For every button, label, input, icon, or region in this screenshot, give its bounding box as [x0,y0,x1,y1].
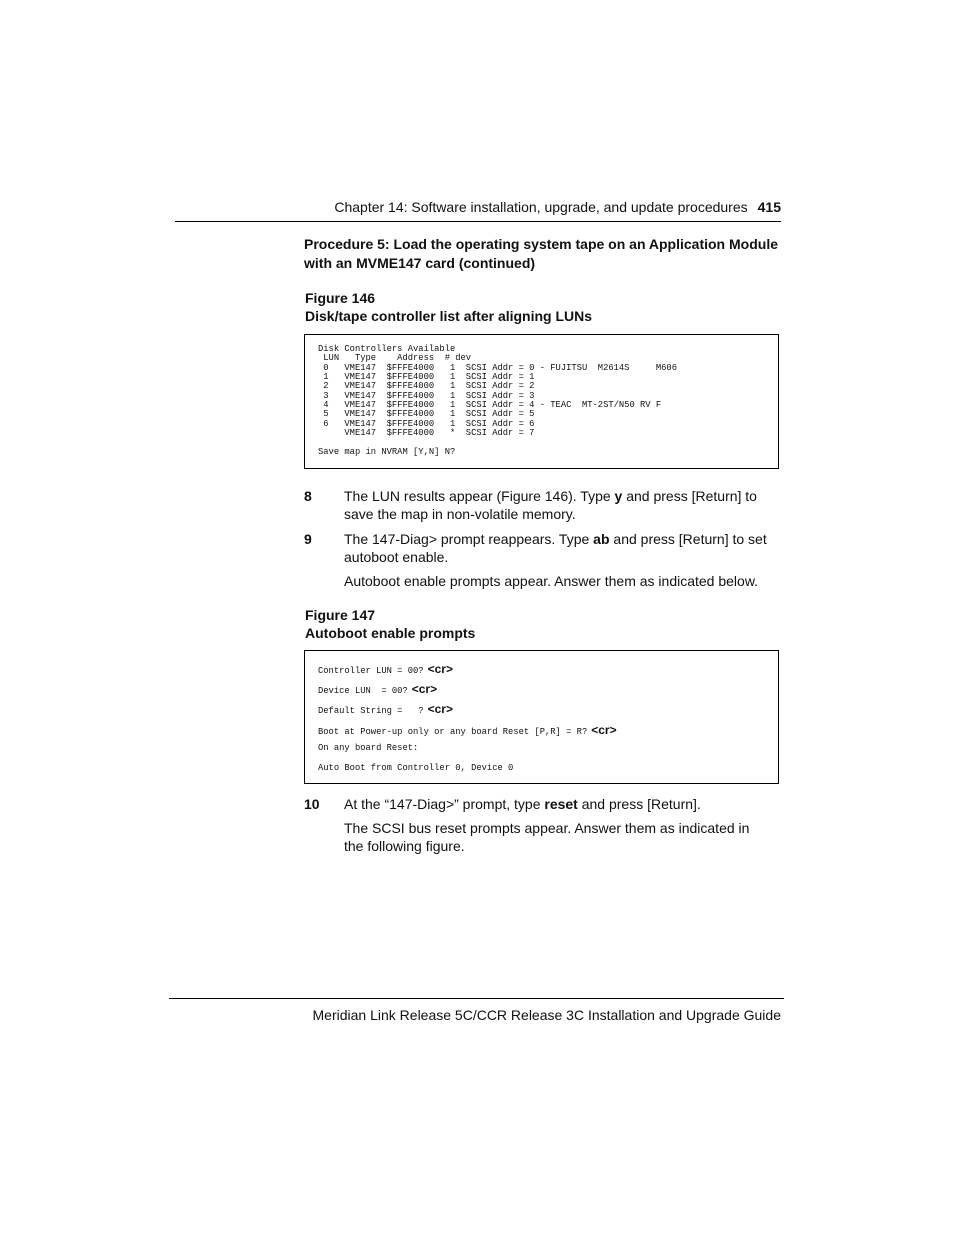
step-9-number: 9 [304,531,312,547]
step-10-followup: The SCSI bus reset prompts appear. Answer them as indicated in the following figure. [344,820,750,854]
step-9-text-b: and press [Return] to set autoboot enable. [344,531,767,565]
prompt-default-string-text: Default String = ? [318,706,424,716]
step-8-text-a: The LUN results appear (Figure 146). Type [344,488,615,504]
figure-146-caption [305,289,592,325]
figure-147-caption [305,606,475,642]
prompt-boot-power-up [318,723,617,737]
step-10-text-a: At the “147-Diag>” prompt, type [344,796,545,812]
header-rule [175,221,781,222]
controller-list-code: Disk Controllers Available LUN Type Address # dev 0 VME147 $FFFE4000 1 SCSI Addr = 0 - FUJITSU M2614S M606 1 VME147 $FFFE4000 1 SCSI Addr = 1 2 VME147 $FFFE4000 1 SCSI Addr = 2 3 VME147 $FFFE4000 1 SCSI Addr = 3 4 VME147 $FFFE4000 1 SCSI Addr = 4 - TEAC MT-2ST/N50 RV F 5 VME147 $FFFE4000 1 SCSI Addr = 5 6 VME147 $FFFE4000 1 SCSI Addr = 6 VME147 $FFFE4000 * SCSI Addr = 7 Save map in NVRAM [Y,N] N? [318,344,677,457]
step-10-text-b: and press [Return]. [577,796,701,812]
figure-147-number: Figure 147 [305,607,376,623]
step-9-keyword: ab [593,531,610,547]
footer-rule [169,998,784,999]
chapter-title: Chapter 14: Software installation, upgrade, and update procedures [334,199,748,215]
cr-key-1: <cr> [427,662,453,676]
step-9-followup: Autoboot enable prompts appear. Answer them as indicated below. [344,573,759,589]
step-8 [304,487,784,523]
step-9-text-a: The 147-Diag> prompt reappears. Type [344,531,594,547]
cr-key-3: <cr> [427,702,453,716]
running-header [0,199,781,215]
prompt-on-board-reset: On any board Reset: [318,743,419,753]
prompt-auto-boot: Auto Boot from Controller 0, Device 0 [318,763,514,773]
figure-146-number: Figure 146 [305,290,376,306]
step-8-text [344,487,784,523]
step-8-text-b: and press [Return] to save the map in non-volatile memory. [344,488,757,522]
prompt-controller-lun-text: Controller LUN = 00? [318,666,424,676]
step-10-keyword: reset [544,796,578,812]
step-10 [304,795,784,813]
prompt-default-string [318,702,453,716]
figure-146-box [304,334,779,469]
step-8-number: 8 [304,488,312,504]
step-9 [304,530,784,566]
step-9-text [344,530,784,566]
step-10-text [344,795,784,813]
figure-147-title: Autoboot enable prompts [305,625,476,641]
procedure-title: Procedure 5: Load the operating system tape on an Application Module with an MVME147 card (continued) [304,236,778,271]
step-8-keyword: y [614,488,623,504]
cr-key-4: <cr> [591,723,617,737]
figure-146-title: Disk/tape controller list after aligning LUNs [305,308,593,324]
page-number: 415 [757,199,781,215]
prompt-boot-power-up-text: Boot at Power-up only or any board Reset [P,R] = R? [318,727,588,737]
prompt-device-lun-text: Device LUN = 00? [318,686,408,696]
prompt-controller-lun [318,662,453,676]
running-footer: Meridian Link Release 5C/CCR Release 3C Installation and Upgrade Guide [312,1007,781,1023]
figure-147-box [304,650,779,784]
prompt-device-lun [318,682,437,696]
step-10-number: 10 [304,796,320,812]
cr-key-2: <cr> [411,682,438,696]
